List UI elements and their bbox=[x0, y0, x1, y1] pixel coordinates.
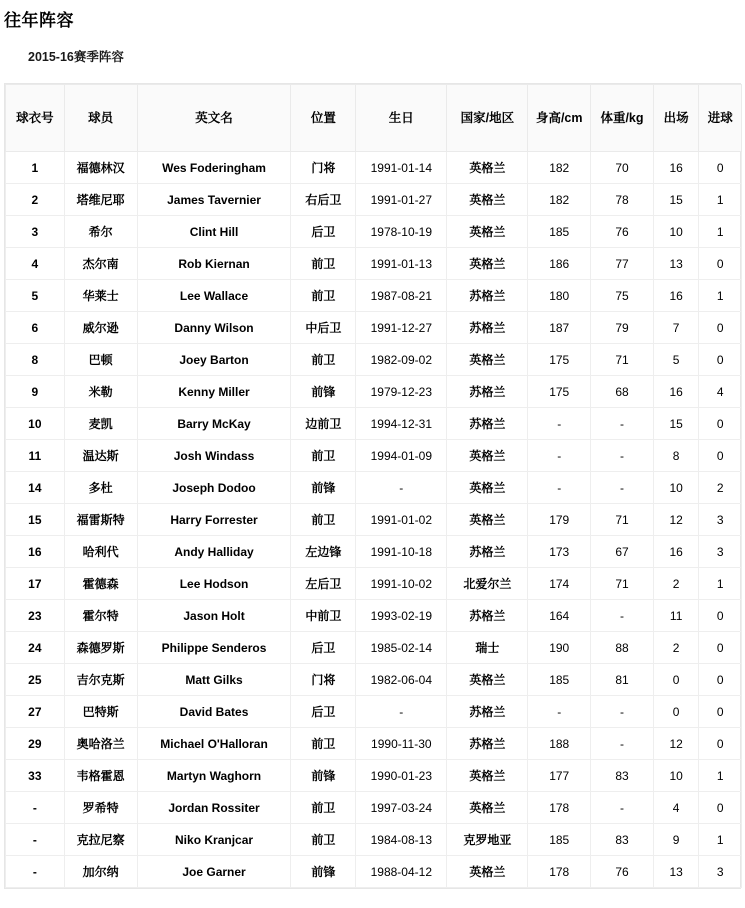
cell-player-name: 霍德森 bbox=[64, 568, 137, 600]
cell-player-name: 杰尔南 bbox=[64, 248, 137, 280]
cell-jersey-number: 15 bbox=[6, 504, 65, 536]
cell-country: 英格兰 bbox=[447, 664, 528, 696]
cell-jersey-number: 4 bbox=[6, 248, 65, 280]
cell-birthday: 1994-12-31 bbox=[356, 408, 447, 440]
cell-player-name: 克拉尼察 bbox=[64, 824, 137, 856]
cell-position: 前锋 bbox=[291, 472, 356, 504]
cell-english-name: Lee Hodson bbox=[137, 568, 291, 600]
bottom-spacer bbox=[0, 889, 745, 908]
cell-height: 164 bbox=[528, 600, 591, 632]
cell-appearances: 16 bbox=[653, 536, 699, 568]
cell-position: 后卫 bbox=[291, 632, 356, 664]
page-title: 往年阵容 bbox=[4, 11, 74, 30]
cell-country: 英格兰 bbox=[447, 472, 528, 504]
cell-position: 后卫 bbox=[291, 696, 356, 728]
cell-birthday: 1997-03-24 bbox=[356, 792, 447, 824]
cell-appearances: 13 bbox=[653, 856, 699, 888]
cell-weight: - bbox=[591, 440, 654, 472]
cell-goals: 1 bbox=[699, 568, 742, 600]
cell-position: 左后卫 bbox=[291, 568, 356, 600]
cell-goals: 0 bbox=[699, 728, 742, 760]
cell-weight: - bbox=[591, 792, 654, 824]
cell-height: 186 bbox=[528, 248, 591, 280]
table-row bbox=[6, 824, 742, 856]
cell-position: 中前卫 bbox=[291, 600, 356, 632]
table-row bbox=[6, 696, 742, 728]
cell-jersey-number: 33 bbox=[6, 760, 65, 792]
cell-goals: 0 bbox=[699, 344, 742, 376]
cell-goals: 1 bbox=[699, 280, 742, 312]
cell-goals: 0 bbox=[699, 632, 742, 664]
cell-appearances: 11 bbox=[653, 600, 699, 632]
cell-goals: 0 bbox=[699, 696, 742, 728]
cell-jersey-number: 17 bbox=[6, 568, 65, 600]
cell-position: 前卫 bbox=[291, 728, 356, 760]
cell-weight: 68 bbox=[591, 376, 654, 408]
cell-country: 英格兰 bbox=[447, 344, 528, 376]
cell-english-name: Joey Barton bbox=[137, 344, 291, 376]
cell-weight: - bbox=[591, 408, 654, 440]
cell-birthday: 1993-02-19 bbox=[356, 600, 447, 632]
cell-height: 185 bbox=[528, 824, 591, 856]
cell-appearances: 0 bbox=[653, 696, 699, 728]
cell-english-name: Michael O'Halloran bbox=[137, 728, 291, 760]
cell-player-name: 巴特斯 bbox=[64, 696, 137, 728]
table-header bbox=[6, 85, 742, 152]
cell-position: 前卫 bbox=[291, 792, 356, 824]
cell-height: 185 bbox=[528, 216, 591, 248]
cell-appearances: 8 bbox=[653, 440, 699, 472]
cell-country: 瑞士 bbox=[447, 632, 528, 664]
column-header-player: 球员 bbox=[64, 85, 137, 152]
cell-english-name: Joe Garner bbox=[137, 856, 291, 888]
cell-jersey-number: - bbox=[6, 792, 65, 824]
cell-country: 苏格兰 bbox=[447, 728, 528, 760]
table-row bbox=[6, 280, 742, 312]
cell-position: 边前卫 bbox=[291, 408, 356, 440]
cell-country: 北爱尔兰 bbox=[447, 568, 528, 600]
cell-height: 177 bbox=[528, 760, 591, 792]
cell-weight: 83 bbox=[591, 760, 654, 792]
cell-weight: 83 bbox=[591, 824, 654, 856]
cell-birthday: 1991-01-13 bbox=[356, 248, 447, 280]
cell-player-name: 罗希特 bbox=[64, 792, 137, 824]
cell-height: 188 bbox=[528, 728, 591, 760]
cell-weight: 71 bbox=[591, 568, 654, 600]
cell-position: 前卫 bbox=[291, 248, 356, 280]
cell-weight: 71 bbox=[591, 504, 654, 536]
cell-country: 苏格兰 bbox=[447, 408, 528, 440]
cell-weight: 77 bbox=[591, 248, 654, 280]
cell-weight: - bbox=[591, 696, 654, 728]
cell-jersey-number: - bbox=[6, 824, 65, 856]
cell-position: 门将 bbox=[291, 664, 356, 696]
cell-weight: 67 bbox=[591, 536, 654, 568]
cell-birthday: 1994-01-09 bbox=[356, 440, 447, 472]
cell-goals: 1 bbox=[699, 760, 742, 792]
cell-height: 175 bbox=[528, 376, 591, 408]
cell-height: 182 bbox=[528, 152, 591, 184]
cell-country: 苏格兰 bbox=[447, 696, 528, 728]
cell-position: 前卫 bbox=[291, 824, 356, 856]
cell-jersey-number: 11 bbox=[6, 440, 65, 472]
cell-birthday: 1990-01-23 bbox=[356, 760, 447, 792]
cell-country: 克罗地亚 bbox=[447, 824, 528, 856]
cell-goals: 0 bbox=[699, 440, 742, 472]
cell-player-name: 福雷斯特 bbox=[64, 504, 137, 536]
cell-birthday: 1988-04-12 bbox=[356, 856, 447, 888]
cell-weight: 79 bbox=[591, 312, 654, 344]
cell-position: 前卫 bbox=[291, 440, 356, 472]
cell-appearances: 15 bbox=[653, 184, 699, 216]
cell-appearances: 13 bbox=[653, 248, 699, 280]
cell-birthday: - bbox=[356, 696, 447, 728]
cell-birthday: 1984-08-13 bbox=[356, 824, 447, 856]
cell-country: 英格兰 bbox=[447, 248, 528, 280]
table-row bbox=[6, 152, 742, 184]
cell-player-name: 多杜 bbox=[64, 472, 137, 504]
cell-english-name: Josh Windass bbox=[137, 440, 291, 472]
cell-goals: 0 bbox=[699, 152, 742, 184]
cell-height: 185 bbox=[528, 664, 591, 696]
cell-birthday: 1979-12-23 bbox=[356, 376, 447, 408]
cell-goals: 0 bbox=[699, 312, 742, 344]
cell-jersey-number: 5 bbox=[6, 280, 65, 312]
cell-goals: 1 bbox=[699, 184, 742, 216]
cell-appearances: 16 bbox=[653, 280, 699, 312]
cell-english-name: Philippe Senderos bbox=[137, 632, 291, 664]
cell-position: 右后卫 bbox=[291, 184, 356, 216]
table-row bbox=[6, 248, 742, 280]
cell-country: 英格兰 bbox=[447, 760, 528, 792]
cell-height: - bbox=[528, 472, 591, 504]
cell-position: 前卫 bbox=[291, 280, 356, 312]
cell-goals: 4 bbox=[699, 376, 742, 408]
column-header-jersey-number: 球衣号 bbox=[6, 85, 65, 152]
table-row bbox=[6, 472, 742, 504]
cell-goals: 3 bbox=[699, 536, 742, 568]
cell-country: 英格兰 bbox=[447, 216, 528, 248]
cell-goals: 2 bbox=[699, 472, 742, 504]
table-row bbox=[6, 856, 742, 888]
cell-height: - bbox=[528, 440, 591, 472]
cell-weight: - bbox=[591, 472, 654, 504]
column-header-english-name: 英文名 bbox=[137, 85, 291, 152]
cell-jersey-number: 8 bbox=[6, 344, 65, 376]
table-row bbox=[6, 728, 742, 760]
cell-jersey-number: 29 bbox=[6, 728, 65, 760]
table-row bbox=[6, 568, 742, 600]
cell-birthday: 1990-11-30 bbox=[356, 728, 447, 760]
table-row bbox=[6, 344, 742, 376]
cell-player-name: 米勒 bbox=[64, 376, 137, 408]
cell-jersey-number: 2 bbox=[6, 184, 65, 216]
cell-jersey-number: 14 bbox=[6, 472, 65, 504]
cell-jersey-number: 23 bbox=[6, 600, 65, 632]
cell-weight: 75 bbox=[591, 280, 654, 312]
table-row bbox=[6, 632, 742, 664]
table-row bbox=[6, 312, 742, 344]
cell-english-name: Lee Wallace bbox=[137, 280, 291, 312]
cell-country: 英格兰 bbox=[447, 792, 528, 824]
cell-birthday: 1991-10-02 bbox=[356, 568, 447, 600]
cell-english-name: Danny Wilson bbox=[137, 312, 291, 344]
cell-country: 苏格兰 bbox=[447, 280, 528, 312]
cell-english-name: Joseph Dodoo bbox=[137, 472, 291, 504]
cell-english-name: Wes Foderingham bbox=[137, 152, 291, 184]
cell-country: 英格兰 bbox=[447, 152, 528, 184]
cell-player-name: 哈利代 bbox=[64, 536, 137, 568]
cell-weight: 70 bbox=[591, 152, 654, 184]
cell-country: 英格兰 bbox=[447, 440, 528, 472]
cell-jersey-number: 3 bbox=[6, 216, 65, 248]
cell-appearances: 0 bbox=[653, 664, 699, 696]
cell-birthday: 1982-09-02 bbox=[356, 344, 447, 376]
cell-jersey-number: 24 bbox=[6, 632, 65, 664]
cell-birthday: 1991-01-02 bbox=[356, 504, 447, 536]
cell-english-name: James Tavernier bbox=[137, 184, 291, 216]
cell-player-name: 霍尔特 bbox=[64, 600, 137, 632]
cell-height: 179 bbox=[528, 504, 591, 536]
table-body bbox=[6, 152, 742, 888]
table-row bbox=[6, 664, 742, 696]
cell-position: 前卫 bbox=[291, 504, 356, 536]
cell-country: 苏格兰 bbox=[447, 376, 528, 408]
cell-player-name: 福德林汉 bbox=[64, 152, 137, 184]
cell-english-name: David Bates bbox=[137, 696, 291, 728]
column-header-country: 国家/地区 bbox=[447, 85, 528, 152]
cell-goals: 0 bbox=[699, 248, 742, 280]
cell-birthday: 1987-08-21 bbox=[356, 280, 447, 312]
cell-player-name: 巴顿 bbox=[64, 344, 137, 376]
cell-goals: 0 bbox=[699, 792, 742, 824]
cell-english-name: Jason Holt bbox=[137, 600, 291, 632]
section-title: 2015-16赛季阵容 bbox=[28, 50, 124, 64]
cell-goals: 0 bbox=[699, 600, 742, 632]
cell-height: 187 bbox=[528, 312, 591, 344]
cell-position: 中后卫 bbox=[291, 312, 356, 344]
table-row bbox=[6, 760, 742, 792]
cell-birthday: 1991-12-27 bbox=[356, 312, 447, 344]
cell-player-name: 威尔逊 bbox=[64, 312, 137, 344]
cell-birthday: - bbox=[356, 472, 447, 504]
table-row bbox=[6, 440, 742, 472]
cell-appearances: 16 bbox=[653, 376, 699, 408]
cell-english-name: Jordan Rossiter bbox=[137, 792, 291, 824]
cell-height: 173 bbox=[528, 536, 591, 568]
cell-country: 英格兰 bbox=[447, 184, 528, 216]
roster-table bbox=[5, 84, 742, 888]
cell-birthday: 1982-06-04 bbox=[356, 664, 447, 696]
cell-appearances: 2 bbox=[653, 632, 699, 664]
table-row bbox=[6, 504, 742, 536]
cell-weight: - bbox=[591, 728, 654, 760]
table-row bbox=[6, 792, 742, 824]
cell-english-name: Clint Hill bbox=[137, 216, 291, 248]
cell-player-name: 森德罗斯 bbox=[64, 632, 137, 664]
cell-height: 182 bbox=[528, 184, 591, 216]
cell-english-name: Andy Halliday bbox=[137, 536, 291, 568]
cell-position: 左边锋 bbox=[291, 536, 356, 568]
cell-position: 前卫 bbox=[291, 344, 356, 376]
cell-appearances: 7 bbox=[653, 312, 699, 344]
cell-height: 178 bbox=[528, 792, 591, 824]
cell-goals: 3 bbox=[699, 504, 742, 536]
cell-player-name: 吉尔克斯 bbox=[64, 664, 137, 696]
cell-english-name: Martyn Waghorn bbox=[137, 760, 291, 792]
table-row bbox=[6, 216, 742, 248]
column-header-position: 位置 bbox=[291, 85, 356, 152]
cell-position: 前锋 bbox=[291, 376, 356, 408]
cell-height: - bbox=[528, 696, 591, 728]
cell-english-name: Barry McKay bbox=[137, 408, 291, 440]
cell-position: 门将 bbox=[291, 152, 356, 184]
cell-jersey-number: 9 bbox=[6, 376, 65, 408]
cell-player-name: 奥哈洛兰 bbox=[64, 728, 137, 760]
cell-height: 180 bbox=[528, 280, 591, 312]
table-row bbox=[6, 184, 742, 216]
cell-appearances: 10 bbox=[653, 216, 699, 248]
cell-english-name: Rob Kiernan bbox=[137, 248, 291, 280]
cell-position: 前锋 bbox=[291, 856, 356, 888]
cell-country: 苏格兰 bbox=[447, 536, 528, 568]
table-row bbox=[6, 408, 742, 440]
cell-weight: 76 bbox=[591, 216, 654, 248]
cell-player-name: 华莱士 bbox=[64, 280, 137, 312]
cell-player-name: 温达斯 bbox=[64, 440, 137, 472]
cell-appearances: 10 bbox=[653, 472, 699, 504]
cell-position: 前锋 bbox=[291, 760, 356, 792]
cell-english-name: Matt Gilks bbox=[137, 664, 291, 696]
cell-appearances: 9 bbox=[653, 824, 699, 856]
cell-appearances: 16 bbox=[653, 152, 699, 184]
cell-birthday: 1991-01-27 bbox=[356, 184, 447, 216]
cell-jersey-number: 27 bbox=[6, 696, 65, 728]
cell-appearances: 12 bbox=[653, 504, 699, 536]
cell-weight: 88 bbox=[591, 632, 654, 664]
cell-english-name: Kenny Miller bbox=[137, 376, 291, 408]
column-header-birthday: 生日 bbox=[356, 85, 447, 152]
cell-goals: 1 bbox=[699, 216, 742, 248]
cell-jersey-number: 16 bbox=[6, 536, 65, 568]
cell-country: 苏格兰 bbox=[447, 312, 528, 344]
cell-country: 英格兰 bbox=[447, 504, 528, 536]
column-header-appearances: 出场 bbox=[653, 85, 699, 152]
cell-player-name: 希尔 bbox=[64, 216, 137, 248]
cell-player-name: 麦凯 bbox=[64, 408, 137, 440]
cell-appearances: 15 bbox=[653, 408, 699, 440]
cell-player-name: 加尔纳 bbox=[64, 856, 137, 888]
cell-birthday: 1991-01-14 bbox=[356, 152, 447, 184]
cell-position: 后卫 bbox=[291, 216, 356, 248]
table-row bbox=[6, 376, 742, 408]
roster-table-container bbox=[4, 83, 741, 889]
cell-jersey-number: 6 bbox=[6, 312, 65, 344]
column-header-goals: 进球 bbox=[699, 85, 742, 152]
cell-height: 175 bbox=[528, 344, 591, 376]
cell-player-name: 塔维尼耶 bbox=[64, 184, 137, 216]
cell-jersey-number: 1 bbox=[6, 152, 65, 184]
cell-english-name: Niko Kranjcar bbox=[137, 824, 291, 856]
column-header-weight: 体重/kg bbox=[591, 85, 654, 152]
cell-country: 英格兰 bbox=[447, 856, 528, 888]
table-header-row bbox=[6, 85, 742, 152]
cell-jersey-number: - bbox=[6, 856, 65, 888]
cell-english-name: Harry Forrester bbox=[137, 504, 291, 536]
cell-weight: 76 bbox=[591, 856, 654, 888]
table-row bbox=[6, 536, 742, 568]
cell-player-name: 韦格霍恩 bbox=[64, 760, 137, 792]
cell-birthday: 1985-02-14 bbox=[356, 632, 447, 664]
cell-birthday: 1991-10-18 bbox=[356, 536, 447, 568]
cell-appearances: 2 bbox=[653, 568, 699, 600]
cell-weight: 78 bbox=[591, 184, 654, 216]
cell-jersey-number: 25 bbox=[6, 664, 65, 696]
cell-appearances: 5 bbox=[653, 344, 699, 376]
cell-height: - bbox=[528, 408, 591, 440]
cell-appearances: 10 bbox=[653, 760, 699, 792]
cell-weight: - bbox=[591, 600, 654, 632]
cell-birthday: 1978-10-19 bbox=[356, 216, 447, 248]
column-header-height: 身高/cm bbox=[528, 85, 591, 152]
cell-appearances: 12 bbox=[653, 728, 699, 760]
cell-height: 174 bbox=[528, 568, 591, 600]
cell-weight: 71 bbox=[591, 344, 654, 376]
cell-height: 190 bbox=[528, 632, 591, 664]
cell-goals: 1 bbox=[699, 824, 742, 856]
cell-appearances: 4 bbox=[653, 792, 699, 824]
cell-goals: 3 bbox=[699, 856, 742, 888]
cell-weight: 81 bbox=[591, 664, 654, 696]
table-row bbox=[6, 600, 742, 632]
cell-goals: 0 bbox=[699, 664, 742, 696]
cell-height: 178 bbox=[528, 856, 591, 888]
cell-country: 苏格兰 bbox=[447, 600, 528, 632]
cell-jersey-number: 10 bbox=[6, 408, 65, 440]
cell-goals: 0 bbox=[699, 408, 742, 440]
